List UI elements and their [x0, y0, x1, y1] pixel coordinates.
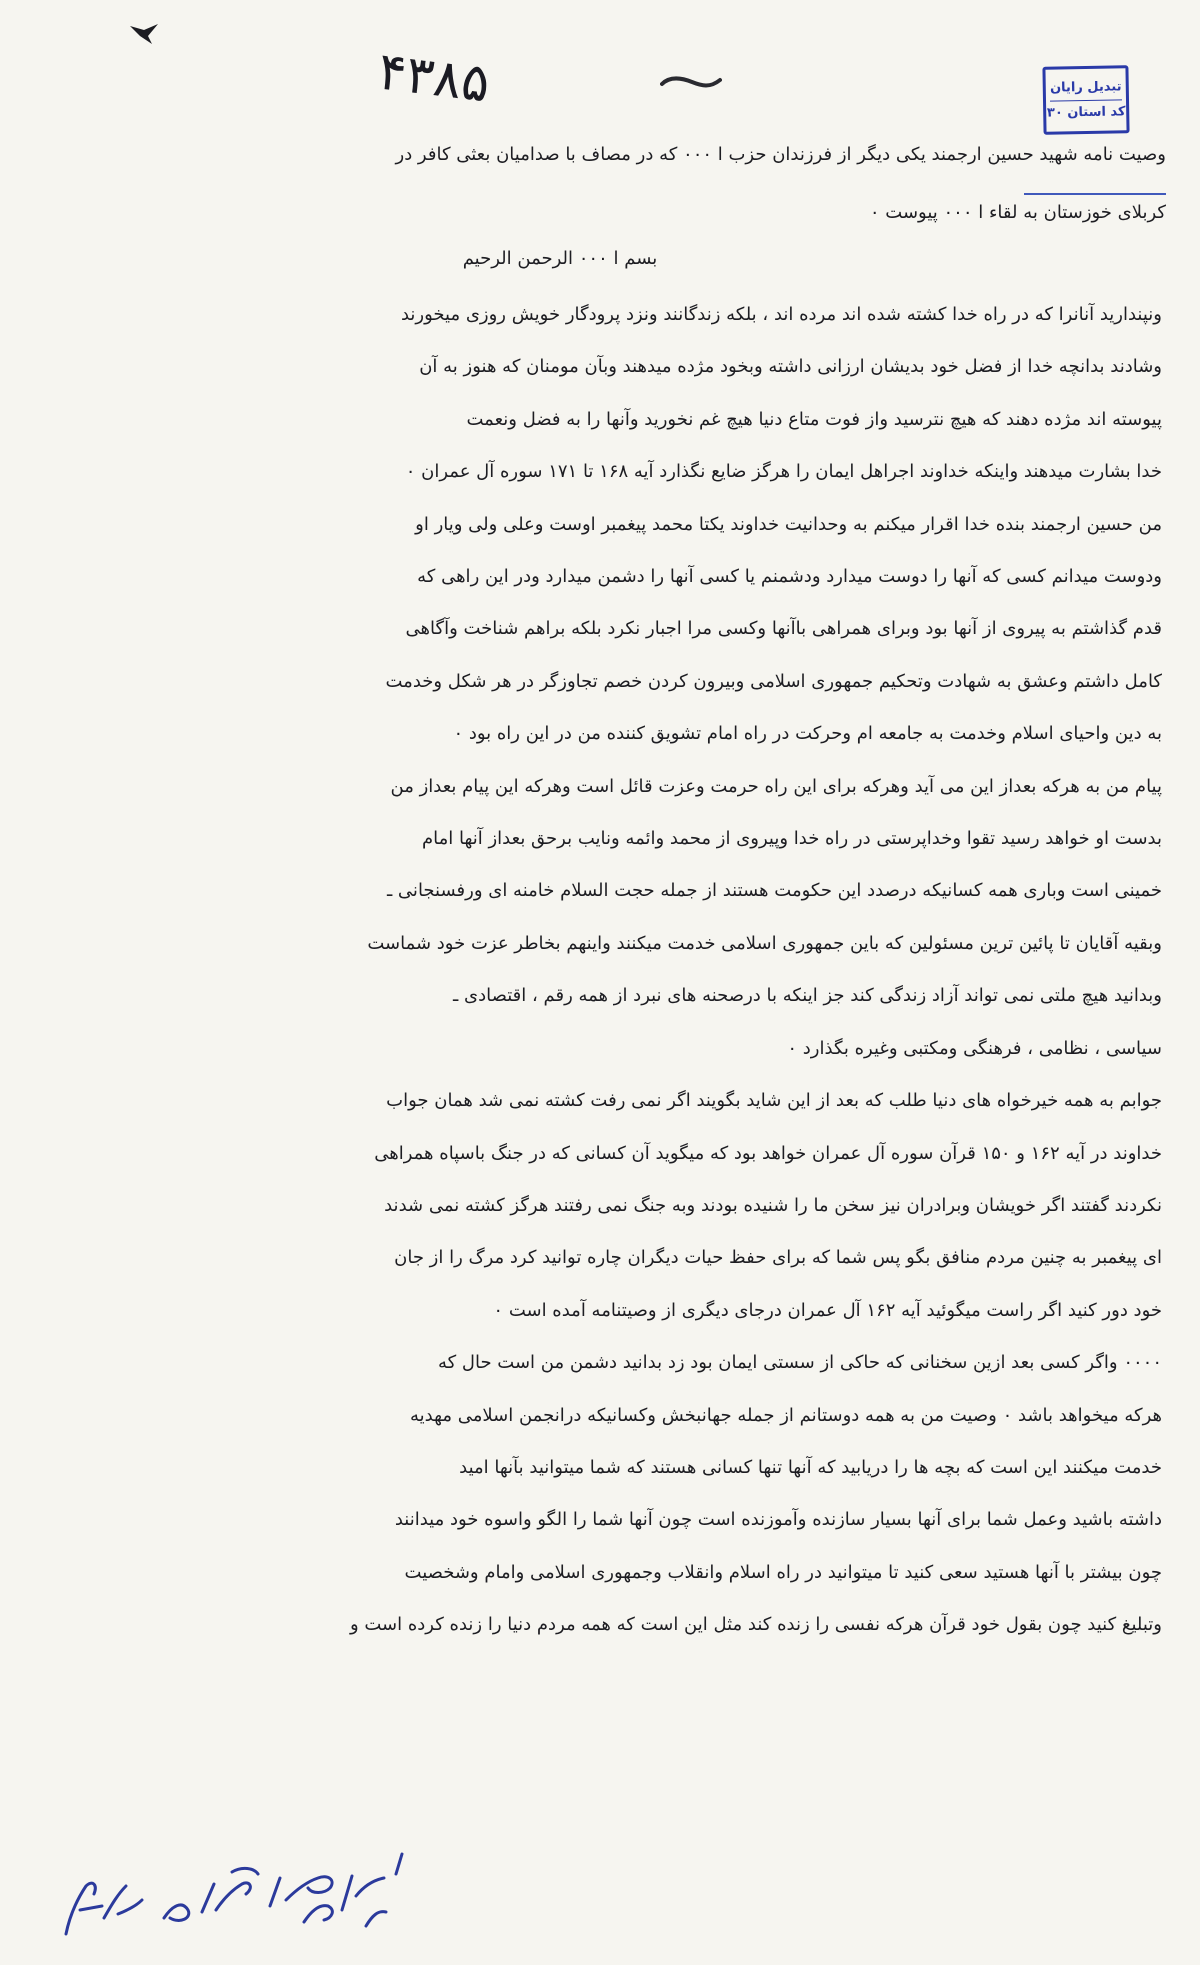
text-line: خدا بشارت میدهند واینکه خداوند اجراهل ایمان را هرگز ضایع نگذارد آیه ۱۶۸ تا ۱۷۱ سوره آل عمران ۰ — [405, 461, 1162, 483]
handwritten-signature — [56, 1814, 456, 1944]
text-line: وشادند بدانچه خدا از فضل خود بدیشان ارزانی داشته وبخود مژده میدهند وبآن مومنان که هنوز به آن — [419, 356, 1162, 378]
ink-scratch — [660, 74, 722, 90]
text-line: وبدانید هیچ ملتی نمی تواند آزاد زندگی کند جز اینکه با درصحنه های نبرد از همه رقم ، اقتصادی ـ — [453, 985, 1162, 1007]
text-line: خداوند در آیه ۱۶۲ و ۱۵۰ قرآن سوره آل عمران خواهد بود که میگوید آن کسانی که در جنگ باسپاه همراهی — [374, 1142, 1162, 1164]
stamp-line-1: تبدیل رایان — [1049, 79, 1122, 96]
text-line: بدست او خواهد رسید تقوا وخداپرستی در راه خدا وپیروی از محمد وائمه ونایب برحق بعداز آنها امام — [421, 828, 1162, 850]
text-line: هرکه میخواهد باشد ۰ وصیت من به همه دوستانم از جمله جهانبخش وکسانیکه درانجمن اسلامی مهدیه — [410, 1404, 1162, 1426]
text-line: خدمت میکنند این است که بچه ها را دریابید که آنها تنها کسانی هستند که شما میتوانید بآنها امید — [459, 1456, 1162, 1478]
text-line: نکردند گفتند اگر خویشان وبرادران نیز سخن ما را شنیده بودند وبه جنگ نمی رفتند هرگز کشته نمی شدند — [384, 1194, 1162, 1216]
text-line: من حسین ارجمند بنده خدا اقرار میکنم به وحدانیت خداوند یکتا محمد پیغمبر اوست وعلی ولی ویار او — [415, 513, 1162, 535]
text-line: پیوسته اند مژده دهند که هیچ نترسید واز فوت متاع دنیا هیچ غم نخورید وآنها را به فضل ونعمت — [466, 408, 1162, 430]
page-number: ۴۳۸۵ — [374, 41, 493, 115]
text-line: به دین واحیای اسلام وخدمت به جامعه ام وحرکت در راه امام تشویق کننده من در این راه بود ۰ — [453, 723, 1162, 745]
archive-stamp — [1042, 65, 1129, 134]
text-line: کامل داشتم وعشق به شهادت وتحکیم جمهوری اسلامی وبیرون کردن خصم تجاوزگر در هر شکل وخدمت — [385, 670, 1162, 692]
text-line: ودوست میدانم کسی که آنها را دوست میدارد ودشمنم یا کسی آنها را دشمن میدارد ودر این راهی که — [417, 566, 1162, 588]
title-line-1: وصیت نامه شهید حسین ارجمند یکی دیگر از فرزندان حزب ا ۰۰۰ که در مصاف با صدامیان بعثی کافر در — [395, 144, 1166, 165]
document-title — [36, 126, 1166, 242]
text-line: وبقیه آقایان تا پائین ترین مسئولین که باین جمهوری اسلامی خدمت میکنند واینهم بخاطر عزت خود شماست — [367, 932, 1162, 954]
title-underline — [1024, 193, 1166, 195]
text-line: ای پیغمبر به چنین مردم منافق بگو پس شما که برای حفظ حیات دیگران چاره توانید کرد مرگ را از جان — [394, 1247, 1162, 1269]
text-line: وتبلیغ کنید چون بقول خود قرآن هرکه نفسی را زنده کند مثل این است که همه مردم دنیا را زنده کرده است و — [349, 1614, 1162, 1636]
will-text — [42, 289, 1162, 1652]
text-line: ۰۰۰۰ واگر کسی بعد ازین سخنانی که حاکی از سستی ایمان بود زد بدانید دشمن من است حال که — [437, 1352, 1162, 1374]
text-line: چون بیشتر با آنها هستید سعی کنید تا میتوانید در راه اسلام وانقلاب وجمهوری اسلامی وامام وشخصیت — [404, 1561, 1162, 1583]
text-line: سیاسی ، نظامی ، فرهنگی ومکتبی وغیره بگذارد ۰ — [787, 1037, 1162, 1059]
text-line: ونپندارید آنانرا که در راه خدا کشته شده اند مرده اند ، بلکه زندگانند ونزد پرودگار خویش روزی میخورند — [400, 304, 1162, 325]
stamp-line-2: کد استان ۳۰ — [1046, 104, 1126, 121]
text-line: پیام من به هرکه بعداز این می آید وهرکه برای این راه حرمت وعزت قائل است وهرکه این پیام بعداز من — [390, 775, 1162, 797]
ink-mark — [128, 22, 162, 46]
text-line: جوابم به همه خیرخواه های دنیا طلب که بعد از این شاید بگویند اگر نمی رفت کشته نمی شد همان جواب — [386, 1090, 1162, 1112]
title-line-2: کربلای خوزستان به لقاء ا ۰۰۰ پیوست ۰ — [869, 202, 1166, 223]
bismillah: بسم ا ۰۰۰ الرحمن الرحیم — [462, 248, 658, 269]
text-line: خمینی است وباری همه کسانیکه درصدد این حکومت هستند از جمله حجت السلام خامنه ای ورفسنجانی ـ — [386, 880, 1162, 902]
text-line: قدم گذاشتم به پیروی از آنها بود وبرای همراهی باآنها وکسی مرا اجبار نکرد بلکه براهم شناخت وآگاهی — [405, 618, 1162, 640]
text-line: خود دور کنید اگر راست میگوئید آیه ۱۶۲ آل عمران درجای دیگری از وصیتنامه آمده است ۰ — [493, 1299, 1162, 1321]
text-line: داشته باشید وعمل شما برای آنها بسیار سازنده وآموزنده است چون آنها شما را الگو واسوه خود میدانند — [394, 1509, 1162, 1531]
